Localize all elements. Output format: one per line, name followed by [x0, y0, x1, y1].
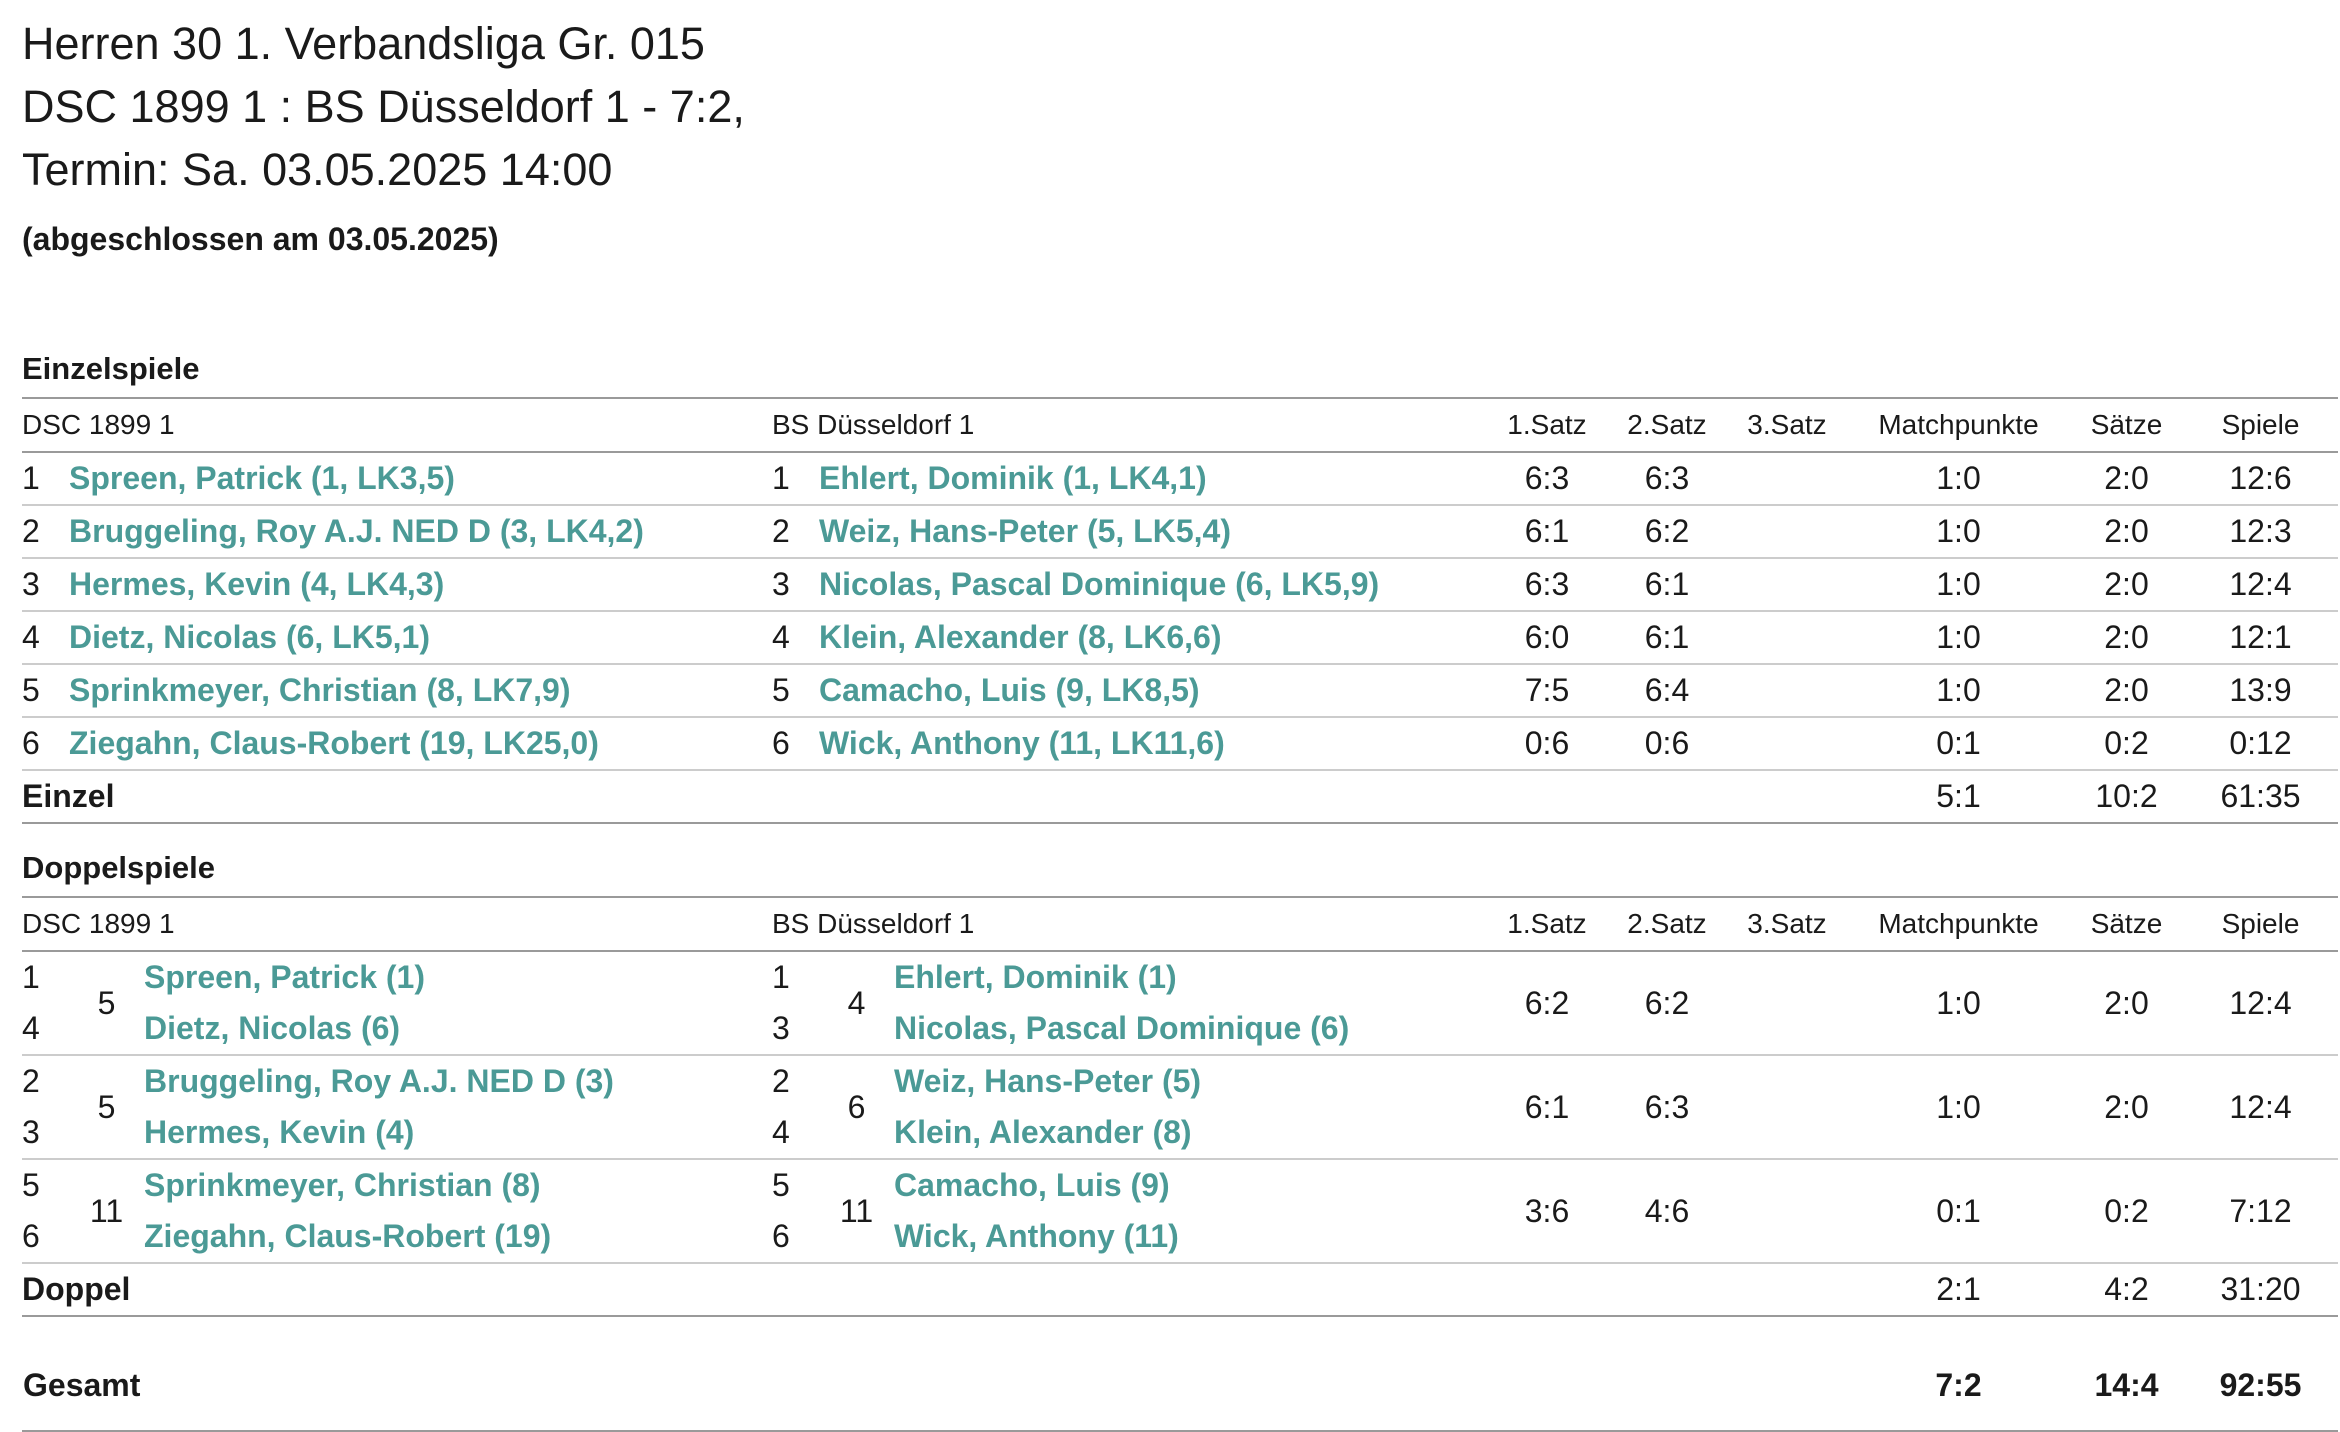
home-pair-sum: 5 — [97, 1088, 116, 1125]
col-set1: 1.Satz — [1487, 398, 1607, 452]
matchpoints: 1:0 — [1847, 611, 2070, 664]
set2-score: 6:1 — [1607, 558, 1727, 611]
guest-position: 3 — [772, 1010, 790, 1046]
home-position: 5 — [22, 1167, 40, 1203]
set1-score: 6:1 — [1487, 1055, 1607, 1159]
guest-position: 6 — [772, 725, 790, 761]
home-pair-sum: 5 — [97, 984, 116, 1021]
singles-row — [22, 611, 2338, 664]
col-matchpoints: Matchpunkte — [1847, 398, 2070, 452]
home-position: 3 — [22, 1114, 40, 1150]
match-title: DSC 1899 1 : BS Düsseldorf 1 - 7:2, — [22, 81, 745, 132]
set2-score: 6:2 — [1607, 505, 1727, 558]
set3-score — [1727, 611, 1847, 664]
guest-player-link[interactable]: Ehlert, Dominik (1) — [894, 959, 1177, 995]
sets: 2:0 — [2070, 505, 2183, 558]
sets: 2:0 — [2070, 664, 2183, 717]
guest-player-link[interactable]: Camacho, Luis (9) — [894, 1167, 1170, 1203]
overall-games: 92:55 — [2183, 1317, 2338, 1431]
guest-player-link[interactable]: Camacho, Luis (9, LK8,5) — [819, 672, 1200, 708]
games: 12:3 — [2183, 505, 2338, 558]
home-position: 2 — [22, 1063, 40, 1099]
home-player-link[interactable]: Hermes, Kevin (4) — [144, 1114, 415, 1150]
guest-position: 1 — [772, 460, 790, 496]
col-set3: 3.Satz — [1727, 897, 1847, 951]
home-position: 4 — [22, 1010, 40, 1046]
guest-position: 2 — [772, 513, 790, 549]
doubles-header-row — [22, 897, 2338, 951]
doubles-title: Doppelspiele — [22, 850, 215, 885]
set3-score — [1727, 717, 1847, 770]
home-player-link[interactable]: Hermes, Kevin (4, LK4,3) — [69, 566, 445, 602]
doubles-row — [22, 951, 2338, 1055]
set3-score — [1727, 558, 1847, 611]
matchpoints: 1:0 — [1847, 558, 2070, 611]
home-pair-sum: 11 — [89, 1192, 124, 1229]
home-position: 3 — [22, 566, 40, 602]
singles-row — [22, 664, 2338, 717]
guest-player-link[interactable]: Nicolas, Pascal Dominique (6, LK5,9) — [819, 566, 1380, 602]
singles-total-sets: 10:2 — [2070, 770, 2183, 823]
set2-score: 6:4 — [1607, 664, 1727, 717]
singles-total-row — [22, 770, 2338, 823]
col-guest-team: BS Düsseldorf 1 — [772, 398, 1487, 452]
set3-score — [1727, 505, 1847, 558]
col-games: Spiele — [2183, 897, 2338, 951]
doubles-total-row — [22, 1263, 2338, 1316]
set2-score: 6:3 — [1607, 1055, 1727, 1159]
sets: 2:0 — [2070, 951, 2183, 1055]
set3-score — [1727, 452, 1847, 505]
match-report — [22, 0, 2338, 1432]
home-player-link[interactable]: Ziegahn, Claus-Robert (19) — [144, 1218, 552, 1254]
home-position: 4 — [22, 619, 40, 655]
col-home-team: DSC 1899 1 — [22, 897, 772, 951]
set1-score: 3:6 — [1487, 1159, 1607, 1263]
doubles-total-games: 31:20 — [2183, 1263, 2338, 1316]
singles-row — [22, 505, 2338, 558]
games: 0:12 — [2183, 717, 2338, 770]
guest-player-link[interactable]: Nicolas, Pascal Dominique (6) — [894, 1010, 1350, 1046]
match-date: Termin: Sa. 03.05.2025 14:00 — [22, 144, 613, 195]
set1-score: 6:0 — [1487, 611, 1607, 664]
col-set2: 2.Satz — [1607, 897, 1727, 951]
singles-title: Einzelspiele — [22, 351, 200, 386]
guest-player-link[interactable]: Wick, Anthony (11) — [894, 1218, 1179, 1254]
home-player-link[interactable]: Spreen, Patrick (1) — [144, 959, 425, 995]
doubles-total-sets: 4:2 — [2070, 1263, 2183, 1316]
col-home-team: DSC 1899 1 — [22, 398, 772, 452]
overall-row — [22, 1317, 2338, 1431]
set1-score: 6:3 — [1487, 452, 1607, 505]
home-position: 2 — [22, 513, 40, 549]
home-position: 6 — [22, 725, 40, 761]
matchpoints: 1:0 — [1847, 505, 2070, 558]
home-player-link[interactable]: Sprinkmeyer, Christian (8, LK7,9) — [69, 672, 571, 708]
set3-score — [1727, 951, 1847, 1055]
guest-player-link[interactable]: Wick, Anthony (11, LK11,6) — [819, 725, 1225, 761]
guest-pair-sum: 6 — [847, 1088, 866, 1125]
home-player-link[interactable]: Dietz, Nicolas (6, LK5,1) — [69, 619, 430, 655]
guest-player-link[interactable]: Ehlert, Dominik (1, LK4,1) — [819, 460, 1207, 496]
overall-label: Gesamt — [22, 1317, 772, 1431]
doubles-table — [22, 896, 2338, 1317]
doubles-row — [22, 1055, 2338, 1159]
home-position: 1 — [22, 460, 40, 496]
guest-player-link[interactable]: Weiz, Hans-Peter (5) — [894, 1063, 1202, 1099]
games: 12:4 — [2183, 1055, 2338, 1159]
home-player-link[interactable]: Bruggeling, Roy A.J. NED D (3, LK4,2) — [69, 513, 644, 549]
games: 12:4 — [2183, 558, 2338, 611]
set3-score — [1727, 1159, 1847, 1263]
overall-matchpoints: 7:2 — [1847, 1317, 2070, 1431]
matchpoints: 1:0 — [1847, 664, 2070, 717]
home-player-link[interactable]: Bruggeling, Roy A.J. NED D (3) — [144, 1063, 614, 1099]
guest-position: 5 — [772, 1167, 790, 1203]
set1-score: 0:6 — [1487, 717, 1607, 770]
guest-player-link[interactable]: Klein, Alexander (8, LK6,6) — [819, 619, 1222, 655]
set2-score: 6:3 — [1607, 452, 1727, 505]
guest-pair-sum: 11 — [839, 1192, 874, 1229]
guest-position: 3 — [772, 566, 790, 602]
col-set1: 1.Satz — [1487, 897, 1607, 951]
guest-position: 6 — [772, 1218, 790, 1254]
col-set2: 2.Satz — [1607, 398, 1727, 452]
guest-position: 2 — [772, 1063, 790, 1099]
guest-pair-sum: 4 — [847, 984, 866, 1021]
home-player-link[interactable]: Dietz, Nicolas (6) — [144, 1010, 401, 1046]
set2-score: 6:1 — [1607, 611, 1727, 664]
singles-total-games: 61:35 — [2183, 770, 2338, 823]
guest-player-link[interactable]: Klein, Alexander (8) — [894, 1114, 1192, 1150]
singles-total-matchpoints: 5:1 — [1847, 770, 2070, 823]
games: 12:4 — [2183, 951, 2338, 1055]
matchpoints: 1:0 — [1847, 452, 2070, 505]
singles-row — [22, 717, 2338, 770]
home-position: 5 — [22, 672, 40, 708]
sets: 2:0 — [2070, 1055, 2183, 1159]
matchpoints: 0:1 — [1847, 717, 2070, 770]
doubles-row — [22, 1159, 2338, 1263]
guest-position: 5 — [772, 672, 790, 708]
home-position: 1 — [22, 959, 40, 995]
overall-table — [22, 1317, 2338, 1432]
games: 13:9 — [2183, 664, 2338, 717]
guest-position: 1 — [772, 959, 790, 995]
games: 7:12 — [2183, 1159, 2338, 1263]
set1-score: 7:5 — [1487, 664, 1607, 717]
set2-score: 4:6 — [1607, 1159, 1727, 1263]
set3-score — [1727, 664, 1847, 717]
guest-player-link[interactable]: Weiz, Hans-Peter (5, LK5,4) — [819, 513, 1231, 549]
set2-score: 6:2 — [1607, 951, 1727, 1055]
home-player-link[interactable]: Sprinkmeyer, Christian (8) — [144, 1167, 541, 1203]
games: 12:6 — [2183, 452, 2338, 505]
league-title: Herren 30 1. Verbandsliga Gr. 015 — [22, 18, 705, 69]
singles-total-label: Einzel — [22, 770, 772, 823]
singles-header-row — [22, 398, 2338, 452]
status-text: (abgeschlossen am 03.05.2025) — [22, 221, 499, 257]
sets: 2:0 — [2070, 611, 2183, 664]
sets: 0:2 — [2070, 1159, 2183, 1263]
singles-table — [22, 397, 2338, 824]
set1-score: 6:2 — [1487, 951, 1607, 1055]
doubles-total-matchpoints: 2:1 — [1847, 1263, 2070, 1316]
set1-score: 6:3 — [1487, 558, 1607, 611]
matchpoints: 0:1 — [1847, 1159, 2070, 1263]
matchpoints: 1:0 — [1847, 1055, 2070, 1159]
col-sets: Sätze — [2070, 897, 2183, 951]
home-player-link[interactable]: Spreen, Patrick (1, LK3,5) — [69, 460, 455, 496]
games: 12:1 — [2183, 611, 2338, 664]
guest-position: 4 — [772, 1114, 790, 1150]
sets: 2:0 — [2070, 452, 2183, 505]
home-position: 6 — [22, 1218, 40, 1254]
matchpoints: 1:0 — [1847, 951, 2070, 1055]
set3-score — [1727, 1055, 1847, 1159]
col-set3: 3.Satz — [1727, 398, 1847, 452]
sets: 0:2 — [2070, 717, 2183, 770]
col-games: Spiele — [2183, 398, 2338, 452]
col-matchpoints: Matchpunkte — [1847, 897, 2070, 951]
singles-row — [22, 452, 2338, 505]
doubles-total-label: Doppel — [22, 1263, 772, 1316]
set1-score: 6:1 — [1487, 505, 1607, 558]
guest-position: 4 — [772, 619, 790, 655]
sets: 2:0 — [2070, 558, 2183, 611]
overall-sets: 14:4 — [2070, 1317, 2183, 1431]
singles-row — [22, 558, 2338, 611]
set2-score: 0:6 — [1607, 717, 1727, 770]
home-player-link[interactable]: Ziegahn, Claus-Robert (19, LK25,0) — [69, 725, 599, 761]
col-guest-team: BS Düsseldorf 1 — [772, 897, 1487, 951]
col-sets: Sätze — [2070, 398, 2183, 452]
